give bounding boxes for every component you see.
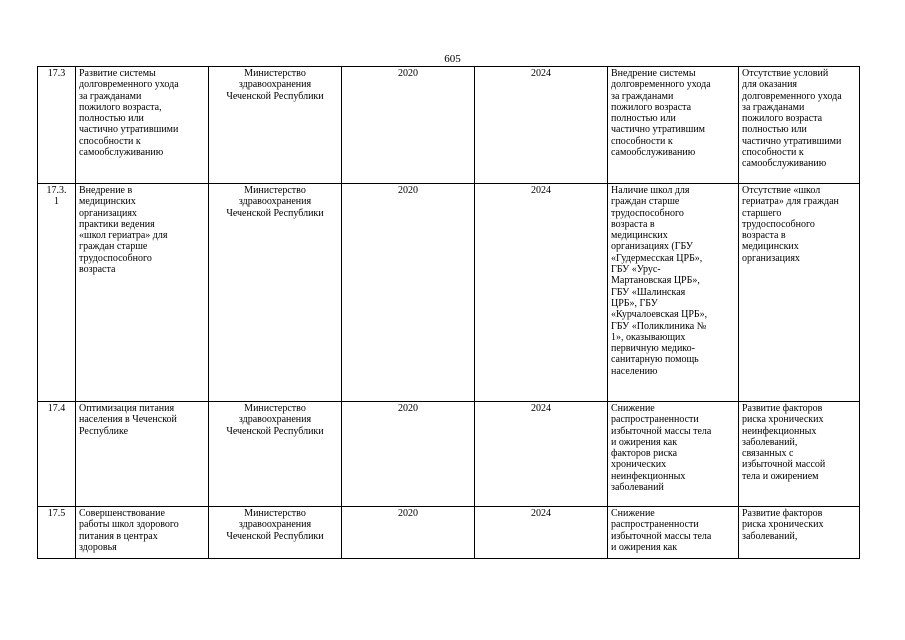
row-number-cell: 17.3. 1 — [38, 184, 76, 402]
end-year-cell: 2024 — [475, 507, 608, 559]
start-year-cell: 2020 — [342, 67, 475, 184]
start-year-cell: 2020 — [342, 402, 475, 507]
event-cell: Внедрение в медицинских организациях практики ведения «школ гериатра» для граждан старше трудоспособного возраста — [76, 184, 209, 402]
table-row — [38, 402, 860, 507]
event-cell: Совершенствование работы школ здорового питания в центрах здоровья — [76, 507, 209, 559]
table-row — [38, 507, 860, 559]
event-cell: Развитие системы долговременного ухода за гражданами пожилого возраста, полностью или частично утратившими способности к самообслуживанию — [76, 67, 209, 184]
measures-table — [37, 66, 860, 559]
table-row — [38, 184, 860, 402]
end-year-cell: 2024 — [475, 67, 608, 184]
page-number: 605 — [444, 53, 461, 65]
consequence-cell: Развитие факторов риска хронических неинфекционных заболеваний, связанных с избыточной массой тела и ожирением — [739, 402, 860, 507]
executor-cell: Министерство здравоохранения Чеченской Республики — [209, 402, 342, 507]
end-year-cell: 2024 — [475, 402, 608, 507]
consequence-cell: Развитие факторов риска хронических заболеваний, — [739, 507, 860, 559]
row-number-cell: 17.5 — [38, 507, 76, 559]
executor-cell: Министерство здравоохранения Чеченской Республики — [209, 184, 342, 402]
start-year-cell: 2020 — [342, 507, 475, 559]
expected-result-cell: Внедрение системы долговременного ухода за гражданами пожилого возраста полностью или частично утратившим способности к самообслуживанию — [608, 67, 739, 184]
consequence-cell: Отсутствие «школ гериатра» для граждан старшего трудоспособного возраста в медицинских организациях — [739, 184, 860, 402]
start-year-cell: 2020 — [342, 184, 475, 402]
executor-cell: Министерство здравоохранения Чеченской Республики — [209, 507, 342, 559]
row-number-cell: 17.3 — [38, 67, 76, 184]
row-number-cell: 17.4 — [38, 402, 76, 507]
consequence-cell: Отсутствие условий для оказания долговременного ухода за гражданами пожилого возраста полностью или частично утратившими способности к самообслуживанию — [739, 67, 860, 184]
expected-result-cell: Снижение распространенности избыточной массы тела и ожирения как факторов риска хронических неинфекционных заболеваний — [608, 402, 739, 507]
expected-result-cell: Наличие школ для граждан старше трудоспособного возраста в медицинских организациях (ГБУ «Гудермесская ЦРБ», ГБУ «Урус- Мартановская ЦРБ», ГБУ «Шалинская ЦРБ», ГБУ «Курчалоевская ЦРБ», ГБУ «Поликлиника № 1», оказывающих первичную медико- санитарную помощь населению — [608, 184, 739, 402]
table-row — [38, 67, 860, 184]
executor-cell: Министерство здравоохранения Чеченской Республики — [209, 67, 342, 184]
expected-result-cell: Снижение распространенности избыточной массы тела и ожирения как — [608, 507, 739, 559]
end-year-cell: 2024 — [475, 184, 608, 402]
event-cell: Оптимизация питания населения в Чеченской Республике — [76, 402, 209, 507]
